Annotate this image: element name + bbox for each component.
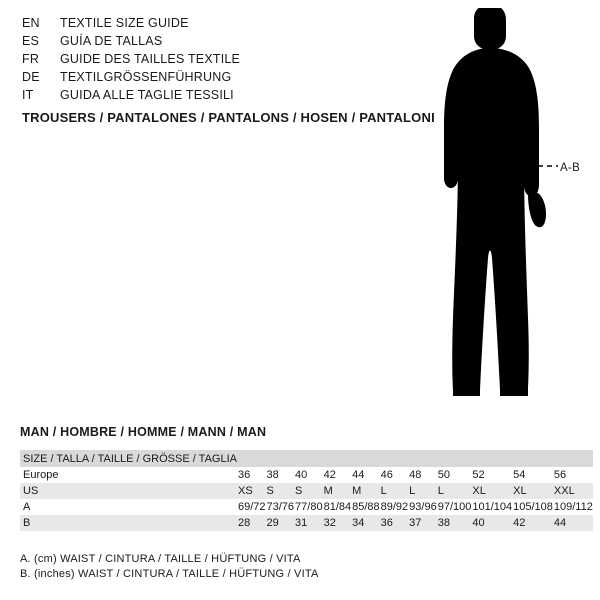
cell: S — [294, 483, 323, 499]
cell: 44 — [352, 469, 365, 481]
cell: 77/80 — [295, 501, 323, 513]
cell — [437, 450, 472, 467]
cell: 32 — [323, 515, 352, 531]
language-code-de: DE — [22, 70, 40, 84]
language-row-es — [22, 32, 412, 50]
measure-label-ab: A-B — [560, 162, 581, 174]
language-row-de — [22, 68, 412, 86]
language-row-it — [22, 86, 412, 104]
cell: 38 — [437, 515, 472, 531]
cell: 101/104 — [472, 501, 513, 513]
cell — [294, 450, 323, 467]
language-text-fr: GUIDE DES TAILLES TEXTILE — [60, 52, 241, 66]
cell: 28 — [237, 515, 266, 531]
cell: 46 — [380, 469, 393, 481]
row-label-b: B — [20, 515, 237, 531]
language-code-it: IT — [22, 88, 34, 102]
cell: XXL — [553, 483, 593, 499]
table-row — [20, 515, 593, 531]
row-label-us: US — [20, 483, 237, 499]
cell: 42 — [512, 515, 553, 531]
cell: 42 — [323, 469, 336, 481]
language-header-block — [22, 14, 412, 104]
cell: 31 — [294, 515, 323, 531]
cell: 36 — [380, 515, 409, 531]
row-label-size: SIZE / TALLA / TAILLE / GRÖSSE / TAGLIA — [20, 450, 237, 467]
table-row — [20, 499, 593, 515]
cell: 109/112 — [553, 501, 593, 513]
cell: 105/108 — [513, 501, 553, 513]
table-row — [20, 450, 593, 467]
cell — [553, 450, 593, 467]
cell: 54 — [513, 469, 526, 481]
cell — [237, 450, 266, 467]
row-label-europe: Europe — [23, 469, 59, 481]
cell: 52 — [472, 469, 485, 481]
cell — [471, 450, 512, 467]
cell: L — [408, 483, 437, 499]
cell: 89/92 — [380, 501, 409, 513]
cell: 36 — [237, 469, 251, 481]
cell: XS — [237, 483, 266, 499]
table-title: MAN / HOMBRE / HOMME / MANN / MAN — [20, 425, 267, 439]
language-text-es: GUÍA DE TALLAS — [60, 34, 163, 48]
cell: XL — [512, 483, 553, 499]
cell: 97/100 — [437, 501, 472, 513]
language-text-en: TEXTILE SIZE GUIDE — [60, 16, 189, 30]
cell — [266, 450, 295, 467]
size-table — [20, 450, 593, 531]
cell: 93/96 — [409, 501, 437, 513]
cell: S — [266, 483, 295, 499]
cell: 48 — [409, 469, 422, 481]
cell: 34 — [351, 515, 380, 531]
language-code-en: EN — [22, 16, 40, 30]
cell: L — [380, 483, 409, 499]
cell: M — [351, 483, 380, 499]
cell: 29 — [266, 515, 295, 531]
cell — [512, 450, 553, 467]
cell: 81/84 — [323, 501, 352, 513]
footnote-b: B. (inches) WAIST / CINTURA / TAILLE / HÜFTUNG / VITA — [20, 568, 319, 580]
language-text-it: GUIDA ALLE TAGLIE TESSILI — [60, 88, 234, 102]
cell — [380, 450, 409, 467]
cell: 50 — [437, 469, 450, 481]
cell: 40 — [471, 515, 512, 531]
footnote-a: A. (cm) WAIST / CINTURA / TAILLE / HÜFTUNG / VITA — [20, 553, 301, 565]
language-row-en — [22, 14, 412, 32]
language-row-fr — [22, 50, 412, 68]
man-silhouette-icon — [400, 8, 600, 408]
language-code-es: ES — [22, 34, 40, 48]
cell: 37 — [408, 515, 437, 531]
cell: 85/88 — [352, 501, 380, 513]
cell — [323, 450, 352, 467]
cell: XL — [471, 483, 512, 499]
section-title: TROUSERS / PANTALONES / PANTALONS / HOSEN / PANTALONI — [22, 110, 435, 125]
language-code-fr: FR — [22, 52, 40, 66]
cell: 40 — [295, 469, 308, 481]
table-row — [20, 467, 593, 483]
cell: 73/76 — [266, 501, 295, 513]
cell: 44 — [553, 515, 593, 531]
cell: M — [323, 483, 352, 499]
table-row — [20, 483, 593, 499]
cell: L — [437, 483, 472, 499]
figure-area — [400, 8, 600, 408]
row-label-a: A — [23, 501, 31, 513]
language-text-de: TEXTILGRÖSSENFÜHRUNG — [60, 70, 232, 84]
cell: 56 — [553, 469, 567, 481]
footnotes — [20, 552, 318, 582]
cell — [408, 450, 437, 467]
cell — [351, 450, 380, 467]
cell: 69/72 — [237, 501, 266, 513]
cell: 38 — [266, 469, 279, 481]
